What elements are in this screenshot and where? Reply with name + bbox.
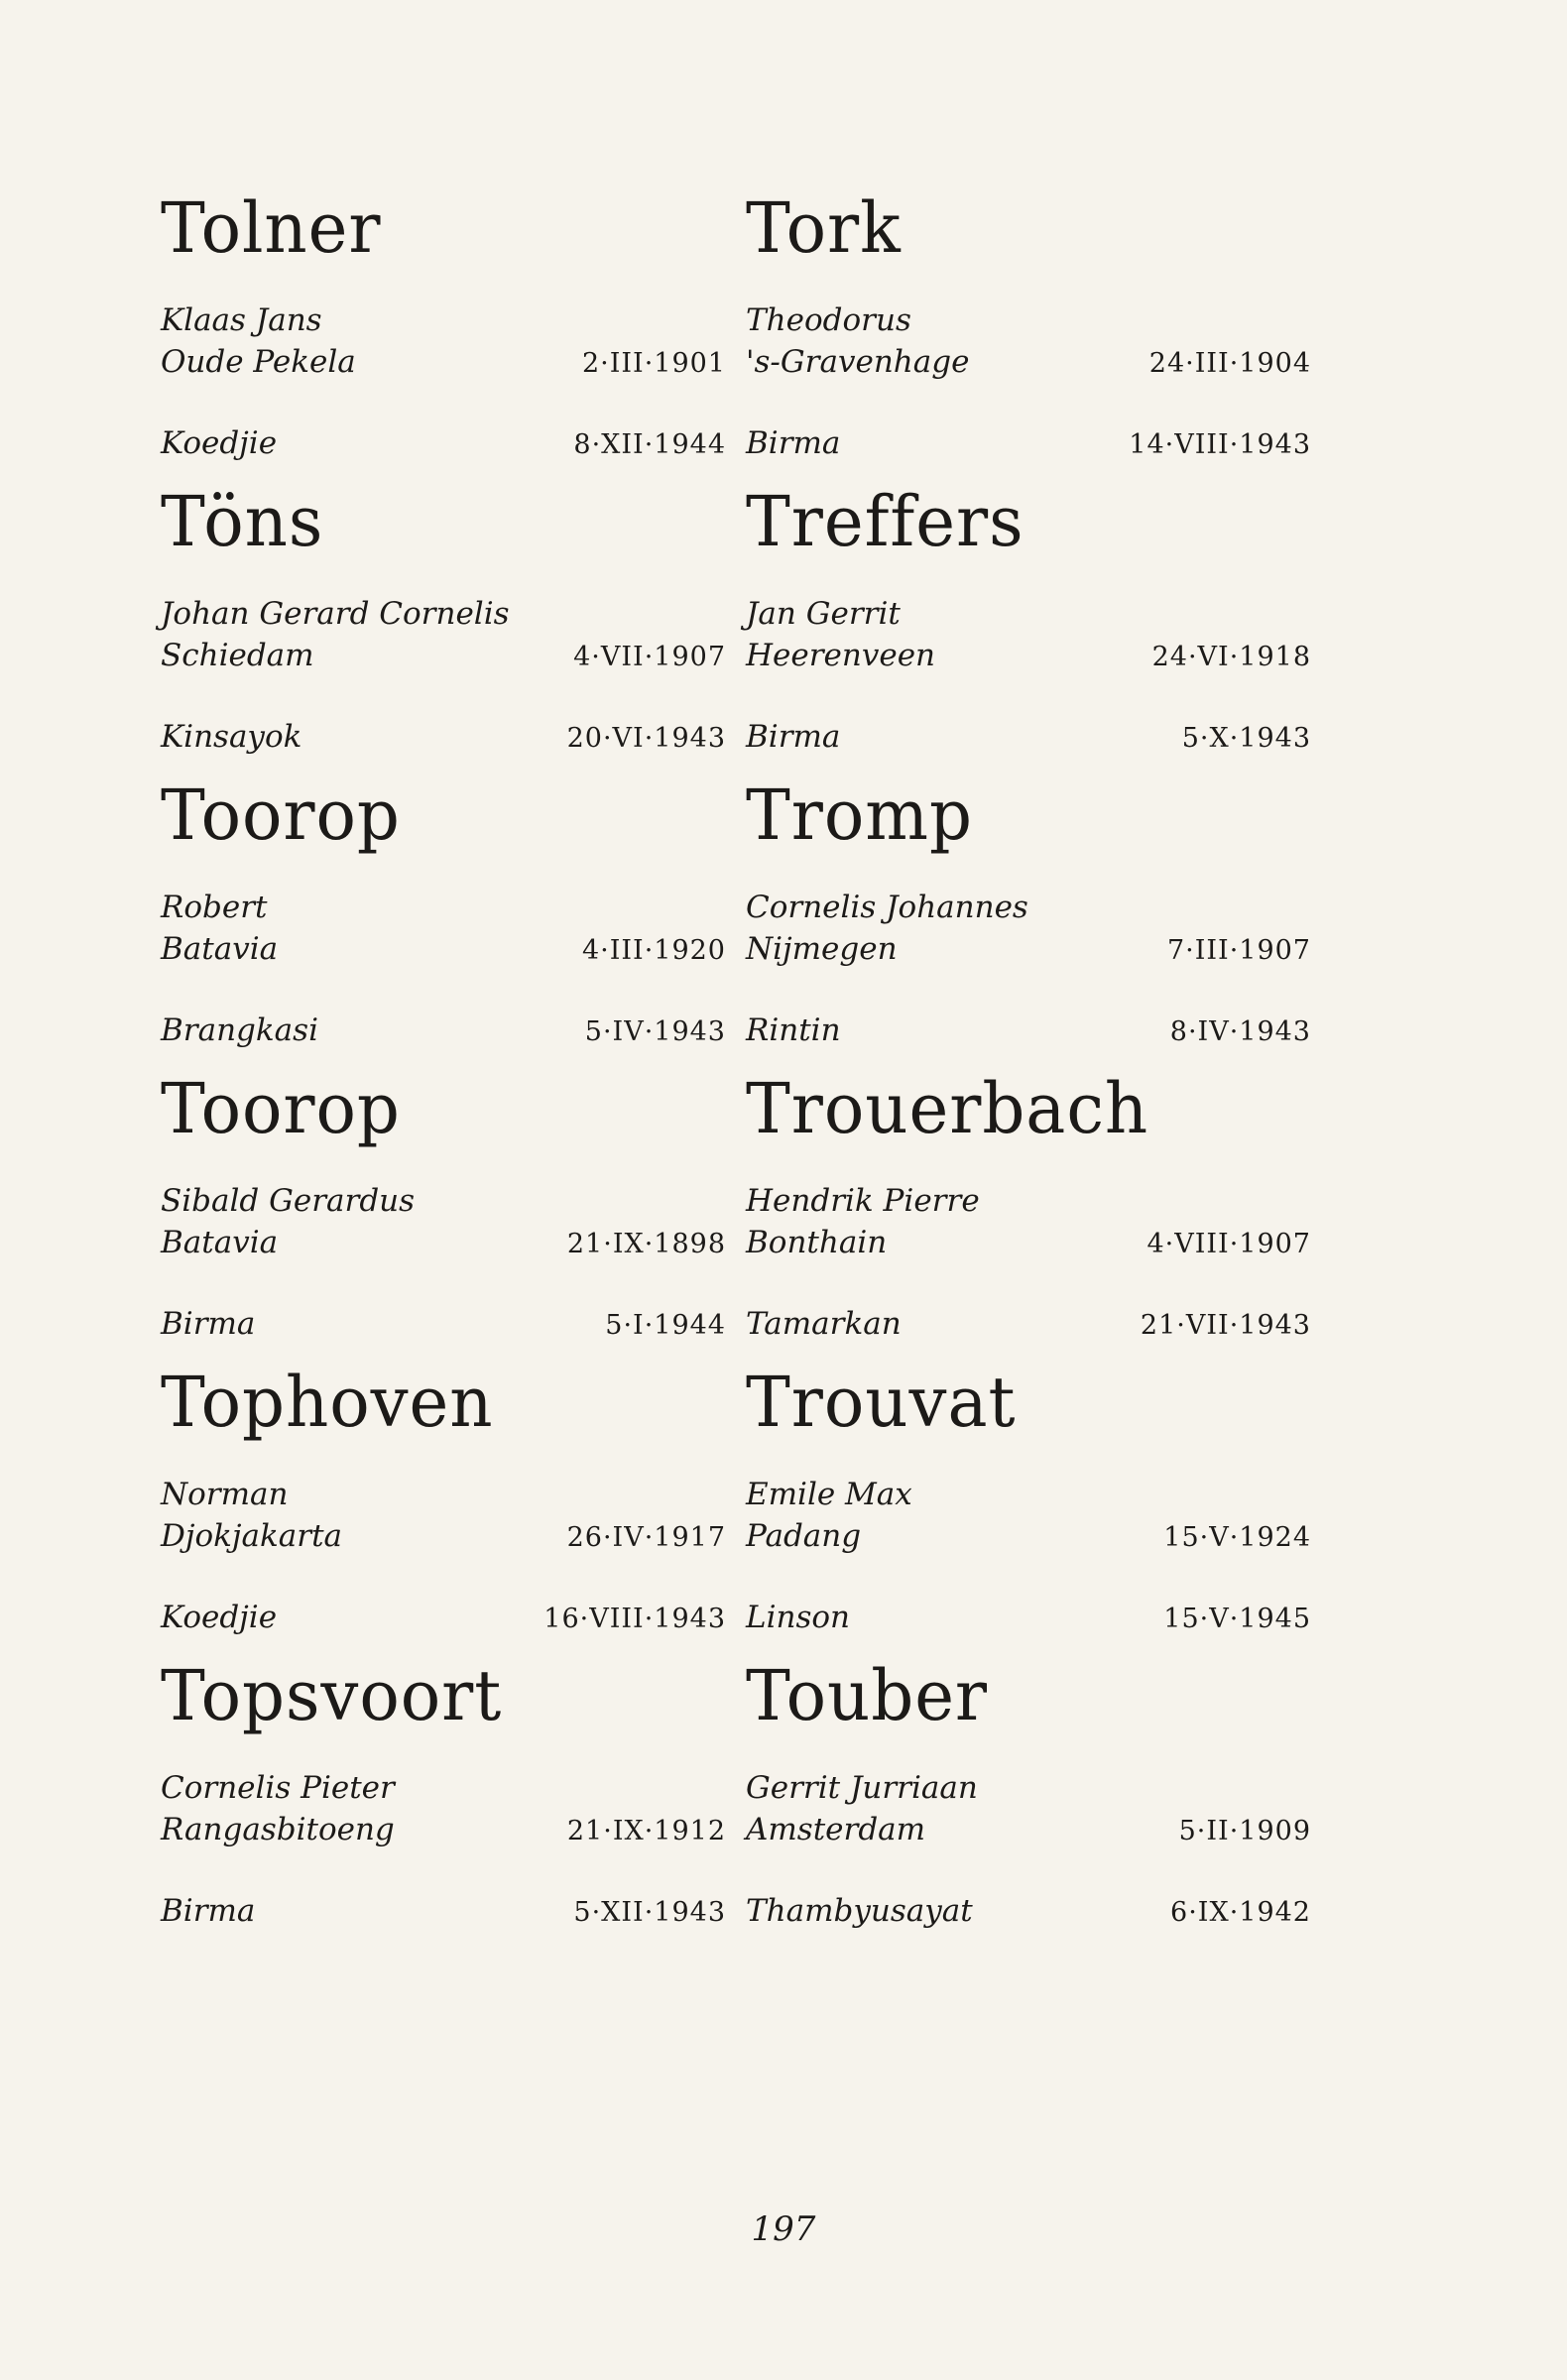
right-column xyxy=(746,188,1311,1950)
entry xyxy=(161,1069,726,1363)
birth-place: Batavia xyxy=(161,931,279,967)
surname: Trouerbach xyxy=(746,1068,1149,1149)
given-names-row xyxy=(746,1474,1311,1515)
given-names-row xyxy=(161,1767,726,1809)
surname: Treffers xyxy=(746,481,1025,562)
birth-place: Heerenveen xyxy=(746,638,936,673)
birth-date: 24·III·1904 xyxy=(1148,348,1311,379)
birth-date: 4·III·1920 xyxy=(581,935,726,966)
birth-place: Padang xyxy=(746,1518,862,1554)
death-place: Birma xyxy=(161,1306,256,1342)
given-names-row xyxy=(746,593,1311,635)
birth-place: Schiedam xyxy=(161,638,314,673)
spacer xyxy=(161,970,726,1010)
entry xyxy=(161,775,726,1069)
given-names: Robert xyxy=(161,890,268,925)
death-place: Kinsayok xyxy=(161,719,302,755)
birth-date: 15·V·1924 xyxy=(1163,1522,1311,1553)
given-names: Johan Gerard Cornelis xyxy=(161,596,510,632)
given-names-row xyxy=(161,593,726,635)
death-row xyxy=(746,1890,1311,1932)
spacer xyxy=(161,676,726,716)
given-names-row xyxy=(746,887,1311,928)
birth-row xyxy=(161,341,726,383)
birth-date: 24·VI·1918 xyxy=(1151,642,1311,672)
spacer xyxy=(161,1263,726,1303)
birth-row xyxy=(746,341,1311,383)
given-names: Theodorus xyxy=(746,302,911,338)
birth-row xyxy=(746,635,1311,676)
birth-place: Djokjakarta xyxy=(161,1518,343,1554)
birth-row xyxy=(161,928,726,970)
given-names-row xyxy=(746,299,1311,341)
birth-date: 4·VII·1907 xyxy=(573,642,726,672)
birth-date: 5·II·1909 xyxy=(1178,1816,1311,1846)
birth-row xyxy=(746,1222,1311,1263)
death-date: 14·VIII·1943 xyxy=(1129,429,1311,460)
surname: Tophoven xyxy=(161,1362,494,1443)
given-names: Emile Max xyxy=(746,1477,912,1512)
birth-place: Oude Pekela xyxy=(161,344,356,380)
death-row xyxy=(161,1890,726,1932)
entry xyxy=(746,1363,1311,1656)
given-names: Sibald Gerardus xyxy=(161,1183,416,1219)
death-date: 8·XII·1944 xyxy=(573,429,726,460)
death-date: 15·V·1945 xyxy=(1163,1604,1311,1634)
spacer xyxy=(161,383,726,422)
death-place: Brangkasi xyxy=(161,1012,318,1048)
entry xyxy=(161,188,726,482)
given-names-row xyxy=(161,1474,726,1515)
birth-row xyxy=(161,1809,726,1850)
entry xyxy=(746,1069,1311,1363)
birth-place: Batavia xyxy=(161,1225,279,1260)
death-row xyxy=(746,422,1311,464)
death-row xyxy=(161,1597,726,1638)
spacer xyxy=(746,1557,1311,1597)
surname: Toorop xyxy=(161,1068,401,1149)
given-names-row xyxy=(161,299,726,341)
death-row xyxy=(161,1010,726,1051)
given-names-row xyxy=(746,1180,1311,1222)
death-place: Koedjie xyxy=(161,425,278,461)
given-names: Norman xyxy=(161,1477,289,1512)
death-date: 5·IV·1943 xyxy=(584,1016,726,1047)
surname: Tromp xyxy=(746,774,973,856)
death-place: Thambyusayat xyxy=(746,1893,973,1929)
death-date: 5·X·1943 xyxy=(1181,723,1311,754)
death-row xyxy=(161,422,726,464)
death-row xyxy=(746,1303,1311,1345)
spacer xyxy=(161,1850,726,1890)
given-names: Hendrik Pierre xyxy=(746,1183,980,1219)
death-date: 21·VII·1943 xyxy=(1140,1310,1311,1341)
spacer xyxy=(746,676,1311,716)
birth-date: 21·IX·1912 xyxy=(566,1816,726,1846)
left-column xyxy=(161,188,726,1950)
death-place: Rintin xyxy=(746,1012,841,1048)
death-date: 20·VI·1943 xyxy=(566,723,726,754)
death-date: 8·IV·1943 xyxy=(1169,1016,1311,1047)
surname: Toorop xyxy=(161,774,401,856)
surname: Töns xyxy=(161,481,324,562)
birth-row xyxy=(746,928,1311,970)
death-row xyxy=(161,716,726,758)
birth-date: 7·III·1907 xyxy=(1166,935,1311,966)
death-place: Tamarkan xyxy=(746,1306,902,1342)
surname: Tolner xyxy=(161,187,382,269)
death-date: 5·I·1944 xyxy=(605,1310,726,1341)
death-row xyxy=(746,1597,1311,1638)
death-place: Birma xyxy=(746,425,841,461)
death-date: 16·VIII·1943 xyxy=(543,1604,726,1634)
birth-date: 21·IX·1898 xyxy=(566,1229,726,1259)
birth-date: 4·VIII·1907 xyxy=(1146,1229,1311,1259)
entry xyxy=(746,775,1311,1069)
page-number: 197 xyxy=(751,2209,816,2249)
given-names: Cornelis Pieter xyxy=(161,1770,395,1806)
birth-date: 26·IV·1917 xyxy=(566,1522,726,1553)
death-date: 5·XII·1943 xyxy=(573,1897,726,1928)
death-place: Birma xyxy=(161,1893,256,1929)
spacer xyxy=(746,1850,1311,1890)
entry xyxy=(161,482,726,775)
death-row xyxy=(746,716,1311,758)
birth-place: Nijmegen xyxy=(746,931,898,967)
death-row xyxy=(746,1010,1311,1051)
surname: Topsvoort xyxy=(161,1655,503,1736)
spacer xyxy=(746,970,1311,1010)
birth-row xyxy=(746,1515,1311,1557)
entry xyxy=(161,1363,726,1656)
birth-date: 2·III·1901 xyxy=(581,348,726,379)
entry xyxy=(746,188,1311,482)
given-names: Klaas Jans xyxy=(161,302,322,338)
birth-row xyxy=(161,635,726,676)
death-place: Linson xyxy=(746,1600,851,1635)
spacer xyxy=(746,1263,1311,1303)
birth-place: 's-Gravenhage xyxy=(746,344,970,380)
given-names-row xyxy=(161,887,726,928)
entry xyxy=(746,1656,1311,1950)
death-place: Birma xyxy=(746,719,841,755)
birth-place: Bonthain xyxy=(746,1225,888,1260)
given-names-row xyxy=(746,1767,1311,1809)
spacer xyxy=(746,383,1311,422)
birth-row xyxy=(746,1809,1311,1850)
birth-place: Rangasbitoeng xyxy=(161,1812,395,1847)
surname: Touber xyxy=(746,1655,989,1736)
entry xyxy=(161,1656,726,1950)
death-date: 6·IX·1942 xyxy=(1170,1897,1311,1928)
birth-row xyxy=(161,1222,726,1263)
given-names: Gerrit Jurriaan xyxy=(746,1770,978,1806)
spacer xyxy=(161,1557,726,1597)
birth-row xyxy=(161,1515,726,1557)
given-names: Jan Gerrit xyxy=(746,596,901,632)
birth-place: Amsterdam xyxy=(746,1812,926,1847)
given-names: Cornelis Johannes xyxy=(746,890,1028,925)
surname: Tork xyxy=(746,187,902,269)
entry xyxy=(746,482,1311,775)
death-row xyxy=(161,1303,726,1345)
given-names-row xyxy=(161,1180,726,1222)
surname: Trouvat xyxy=(746,1362,1017,1443)
death-place: Koedjie xyxy=(161,1600,278,1635)
